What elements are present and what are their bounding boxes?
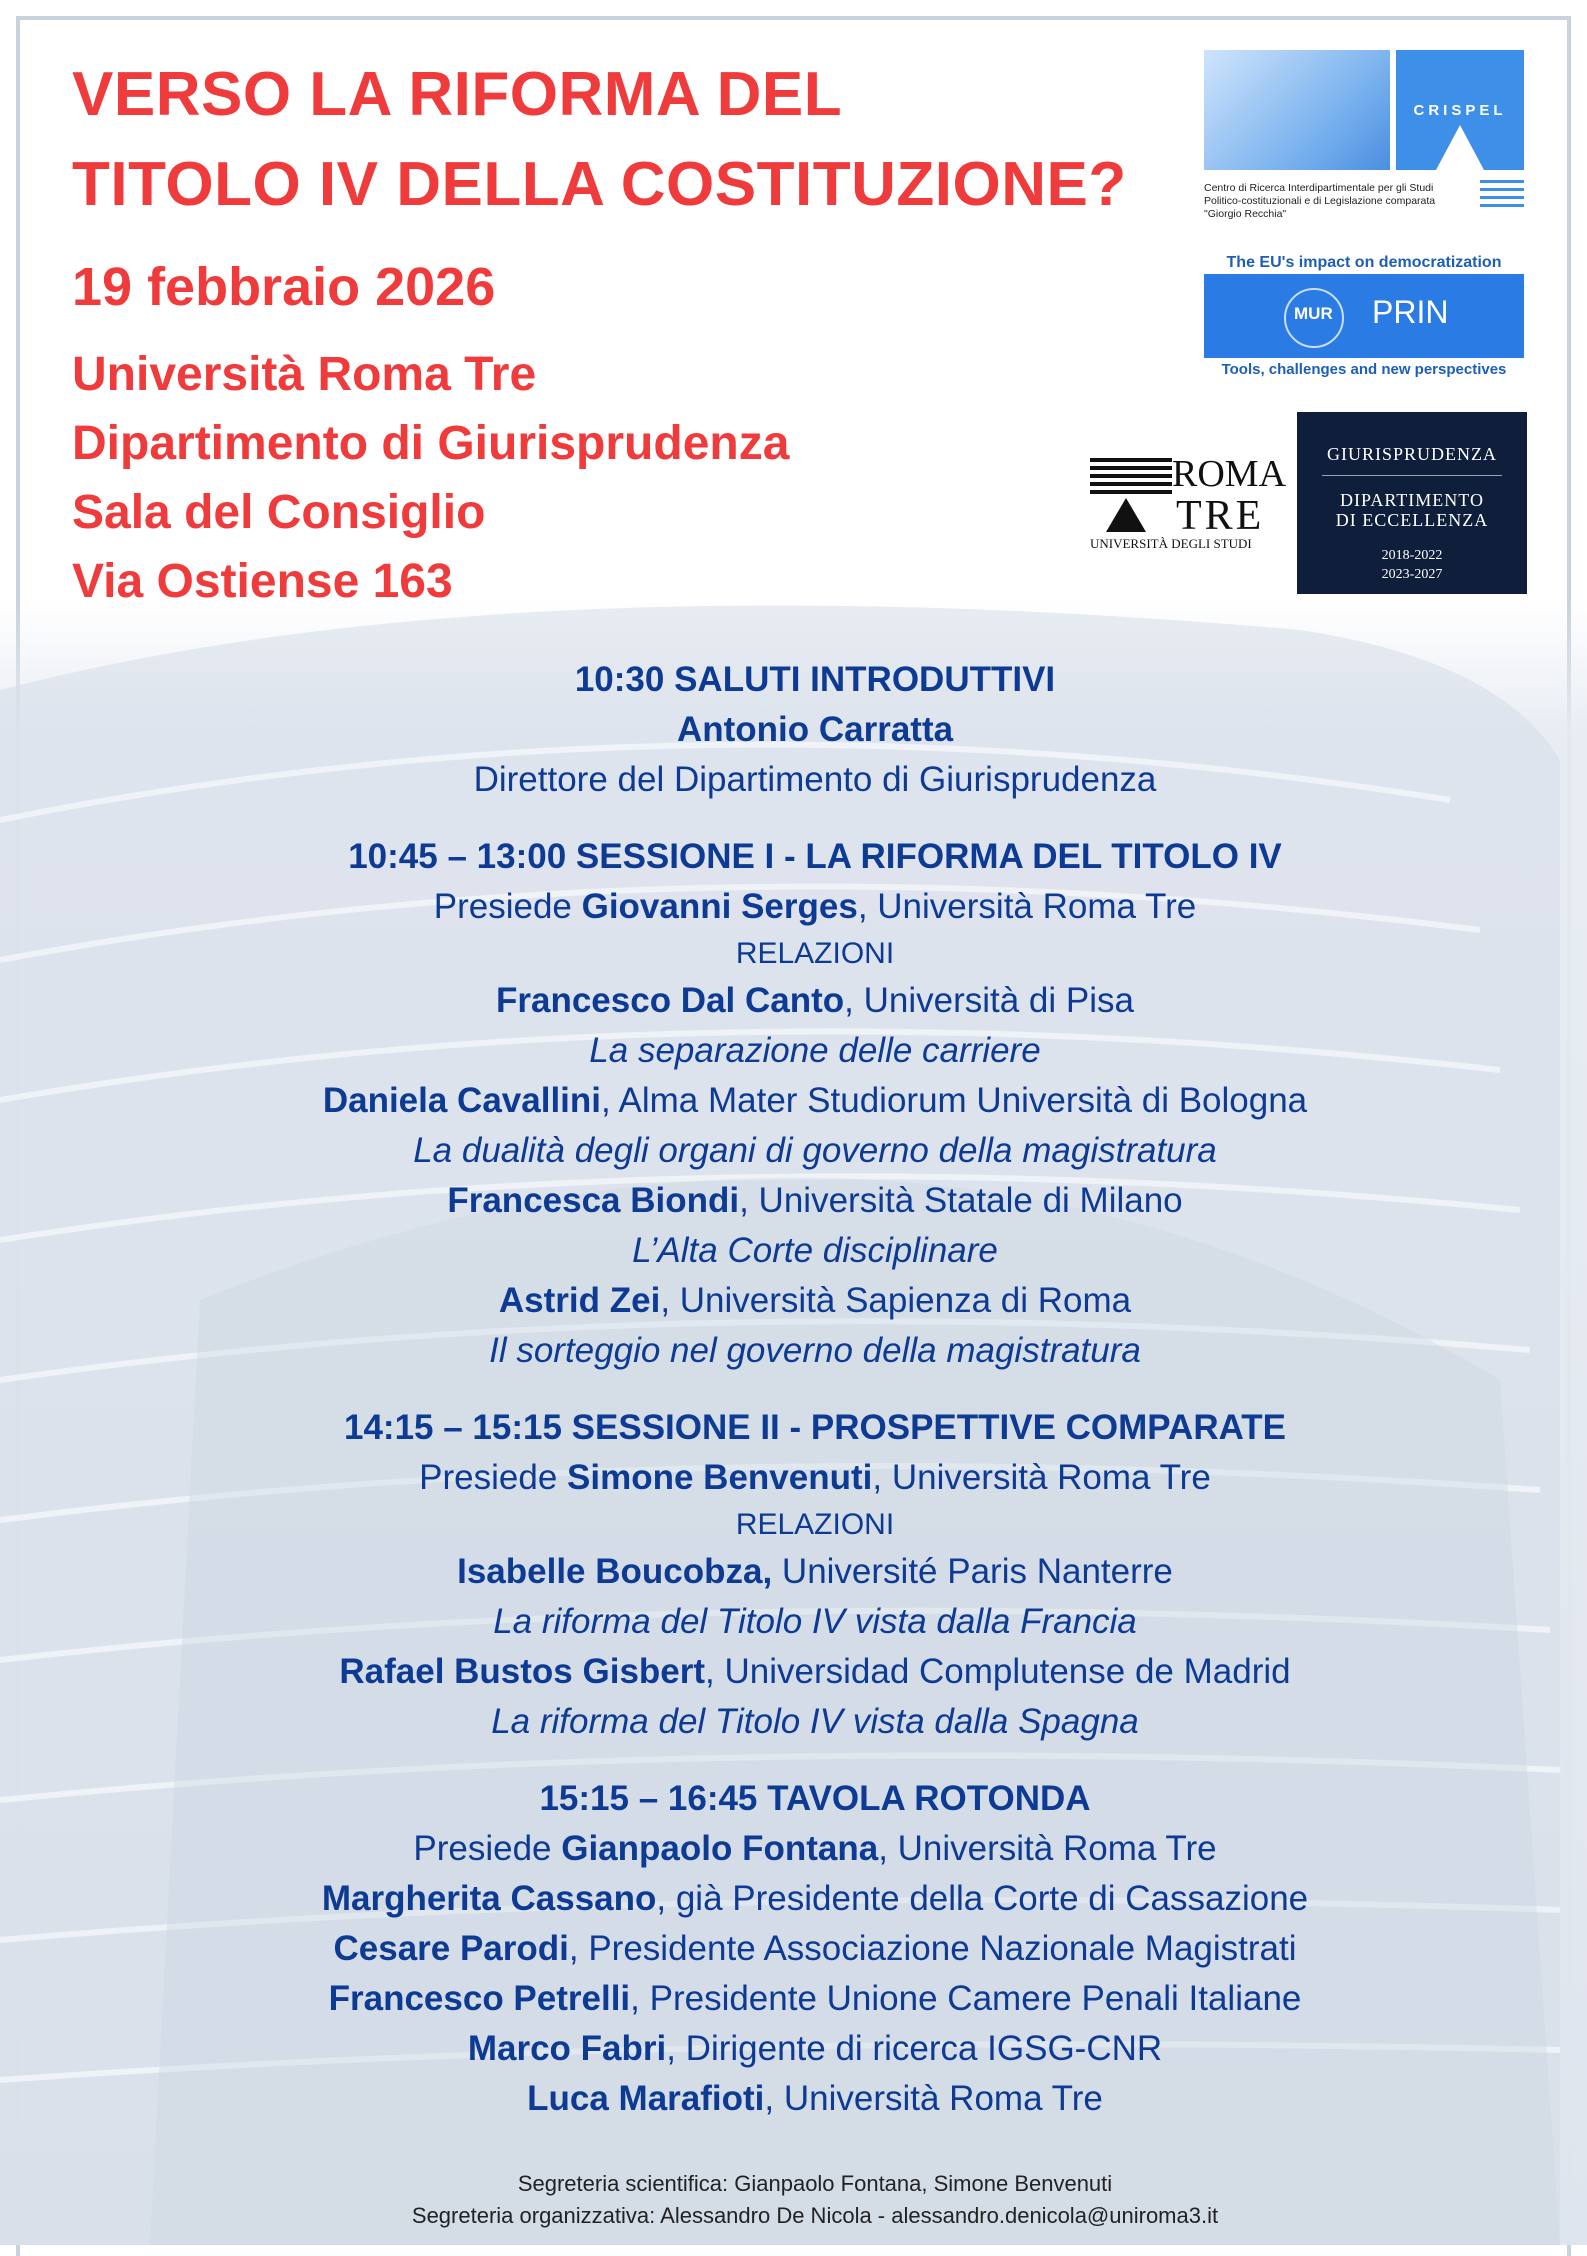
crispel-caption (1204, 182, 1474, 221)
mur-label: MUR (1294, 304, 1333, 323)
session2-relazioni: RELAZIONI (735, 1508, 895, 1541)
participant-role: , Dirigente di ricerca IGSG-CNR (666, 2029, 1163, 2068)
roundtable-participant (0, 2074, 1587, 2124)
talk-title: La riforma del Titolo IV vista dalla Francia (493, 1602, 1137, 1641)
title-line-2: TITOLO IV DELLA COSTITUZIONE? (72, 150, 1127, 219)
participant-role: , Università Roma Tre (764, 2079, 1103, 2118)
footer-scientific-secretariat: Segreteria scientifica: Gianpaolo Fontana, Simone Benvenuti (517, 2171, 1113, 2196)
roma-tre-subtitle: UNIVERSITÀ DEGLI STUDI (1090, 536, 1252, 551)
chair-prefix: Presiede (433, 887, 582, 926)
participant-role: , Presidente Associazione Nazionale Magistrati (568, 1929, 1297, 1968)
chair-affiliation: , Università Roma Tre (857, 887, 1197, 926)
intro-heading: 10:30 SALUTI INTRODUTTIVI (574, 660, 1056, 699)
crispel-lines-icon (1480, 180, 1524, 212)
participant-role: , Presidente Unione Camere Penali Italiane (630, 1979, 1302, 2018)
prin-subtitle: Tools, challenges and new perspectives (1221, 361, 1507, 378)
talk-title: Il sorteggio nel governo della magistratura (489, 1331, 1141, 1370)
chair-name: Giovanni Serges (581, 887, 858, 926)
speaker-name: Isabelle Boucobza, (457, 1552, 773, 1591)
participant-role: , già Presidente della Corte di Cassazione (656, 1879, 1309, 1918)
years-line: 2023-2027 (1381, 567, 1443, 582)
crispel-logo (1204, 50, 1524, 226)
chair-affiliation: , Università Roma Tre (872, 1458, 1211, 1497)
giurisprudenza-divider (1322, 475, 1502, 476)
event-title (72, 50, 1127, 230)
crispel-triangle-icon (1436, 125, 1484, 170)
roundtable-heading: 15:15 – 16:45 TAVOLA ROTONDA (539, 1779, 1091, 1818)
chair-name: Simone Benvenuti (567, 1458, 873, 1497)
participant-name: Cesare Parodi (333, 1929, 569, 1968)
venue-line: Dipartimento di Giurisprudenza (72, 417, 790, 470)
footer (0, 2168, 1587, 2232)
speaker-affiliation: , Alma Mater Studiorum Università di Bologna (601, 1081, 1308, 1120)
years-line: 2018-2022 (1381, 548, 1443, 563)
participant-name: Francesco Petrelli (328, 1979, 631, 2018)
prin-band (1204, 274, 1524, 358)
talk-title: La dualità degli organi di governo della magistratura (413, 1131, 1217, 1170)
intro-speaker: Antonio Carratta (676, 710, 954, 749)
speaker-affiliation: , Università Statale di Milano (739, 1181, 1183, 1220)
giurisprudenza-years (1297, 546, 1527, 584)
session1-heading: 10:45 – 13:00 SESSIONE I - LA RIFORMA DEL TITOLO IV (348, 837, 1282, 876)
roundtable-chair (0, 1824, 1587, 1874)
speaker-affiliation: Université Paris Nanterre (772, 1552, 1173, 1591)
giurisprudenza-title: GIURISPRUDENZA (1326, 444, 1497, 464)
talk-speaker (0, 1547, 1587, 1597)
event-venue (72, 340, 789, 616)
participant-name: Marco Fabri (467, 2029, 667, 2068)
venue-line: Via Ostiense 163 (72, 555, 453, 608)
speaker-name: Francesca Biondi (447, 1181, 740, 1220)
prin-logo (1204, 252, 1524, 382)
speaker-name: Daniela Cavallini (322, 1081, 601, 1120)
speaker-name: Francesco Dal Canto (496, 981, 845, 1020)
prin-label: PRIN (1372, 294, 1449, 330)
roundtable-participant (0, 1974, 1587, 2024)
crispel-caption-line: Politico-costituzionali e di Legislazione comparata (1204, 195, 1436, 207)
participant-name: Luca Marafioti (527, 2079, 765, 2118)
speaker-affiliation: , Universidad Complutense de Madrid (705, 1652, 1291, 1691)
crispel-caption-line: "Giorgio Recchia" (1204, 208, 1287, 220)
talk-speaker (0, 976, 1587, 1026)
speaker-name: Astrid Zei (498, 1281, 661, 1320)
participant-name: Margherita Cassano (321, 1879, 657, 1918)
chair-prefix: Presiede (419, 1458, 568, 1497)
roma-tre-word-tre: TRE (1176, 493, 1265, 539)
talk-title: L’Alta Corte disciplinare (632, 1231, 998, 1270)
venue-line: Università Roma Tre (72, 348, 537, 401)
prin-tagline: The EU's impact on democratization (1226, 254, 1502, 271)
roma-tre-triangle-icon (1106, 498, 1146, 532)
dipartimento-eccellenza-logo (1297, 412, 1527, 594)
roma-tre-logo (1076, 412, 1287, 562)
session1-chair (0, 882, 1587, 932)
talk-title: La riforma del Titolo IV vista dalla Spagna (491, 1702, 1139, 1741)
talk-title: La separazione delle carriere (589, 1031, 1041, 1070)
chair-prefix: Presiede (413, 1829, 562, 1868)
session2-chair (0, 1453, 1587, 1503)
roundtable-participant (0, 1874, 1587, 1924)
crispel-caption-line: Centro di Ricerca Interdipartimentale per gli Studi (1204, 182, 1434, 194)
speaker-affiliation: , Università Sapienza di Roma (660, 1281, 1132, 1320)
speaker-name: Rafael Bustos Gisbert (339, 1652, 706, 1691)
event-date: 19 febbraio 2026 (72, 257, 496, 317)
talk-speaker (0, 1647, 1587, 1697)
title-line-1: VERSO LA RIFORMA DEL (72, 60, 843, 129)
giurisprudenza-sub: DI ECCELLENZA (1335, 510, 1489, 530)
giurisprudenza-sub: DIPARTIMENTO (1340, 490, 1484, 510)
session1-relazioni: RELAZIONI (735, 937, 895, 970)
session2-heading: 14:15 – 15:15 SESSIONE II - PROSPETTIVE COMPARATE (343, 1408, 1287, 1447)
roma-tre-bars-icon (1090, 458, 1172, 498)
chair-name: Gianpaolo Fontana (561, 1829, 879, 1868)
talk-speaker (0, 1176, 1587, 1226)
crispel-name: CRISPEL (1413, 102, 1507, 119)
talk-speaker (0, 1076, 1587, 1126)
intro-role: Direttore del Dipartimento di Giurisprudenza (473, 760, 1157, 799)
roma-tre-word-roma: ROMA (1172, 453, 1287, 495)
talk-speaker (0, 1276, 1587, 1326)
chair-affiliation: , Università Roma Tre (878, 1829, 1217, 1868)
program (0, 655, 1587, 2124)
crispel-building-image (1204, 50, 1390, 170)
crispel-mark (1396, 50, 1524, 170)
venue-line: Sala del Consiglio (72, 486, 486, 539)
roundtable-participant (0, 1924, 1587, 1974)
roundtable-participant (0, 2024, 1587, 2074)
speaker-affiliation: , Università di Pisa (844, 981, 1134, 1020)
footer-organizing-secretariat[interactable]: Segreteria organizzativa: Alessandro De Nicola - alessandro.denicola@uniroma3.it (411, 2203, 1219, 2228)
